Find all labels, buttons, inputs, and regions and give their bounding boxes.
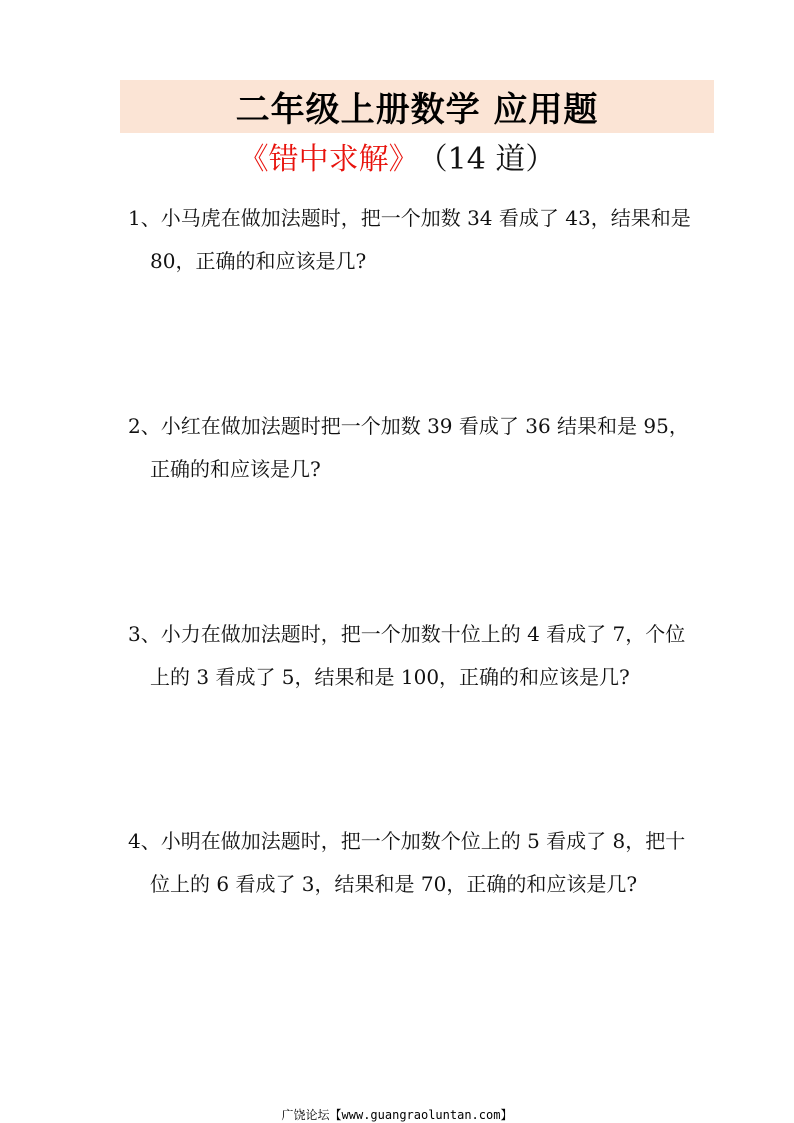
question-text-line: 位上的 6 看成了 3，结果和是 70，正确的和应该是几? <box>150 872 638 896</box>
question-2 <box>128 405 718 491</box>
question-text-line: 正确的和应该是几? <box>150 457 321 481</box>
page-title: 二年级上册数学 应用题 <box>235 90 599 130</box>
question-4 <box>128 820 718 906</box>
question-text-line: 3、小力在做加法题时，把一个加数十位上的 4 看成了 7，个位 <box>128 622 686 646</box>
question-text-line: 2、小红在做加法题时把一个加数 39 看成了 36 结果和是 95， <box>128 414 689 438</box>
question-text-line: 上的 3 看成了 5，结果和是 100，正确的和应该是几? <box>150 665 630 689</box>
question-1 <box>128 197 718 283</box>
question-3 <box>128 613 718 699</box>
subtitle-count: （14 道） <box>432 142 556 177</box>
page-footer: 广饶论坛【www.guangraoluntan.com】 <box>281 1108 513 1122</box>
title-band <box>120 80 714 133</box>
question-text-line: 1、小马虎在做加法题时，把一个加数 34 看成了 43，结果和是 <box>128 206 691 230</box>
question-text-line: 4、小明在做加法题时，把一个加数个位上的 5 看成了 8，把十 <box>128 829 686 853</box>
question-text-line: 80，正确的和应该是几? <box>150 249 367 273</box>
subtitle-topic: 《错中求解》 <box>238 142 419 177</box>
page-subtitle <box>0 138 794 182</box>
